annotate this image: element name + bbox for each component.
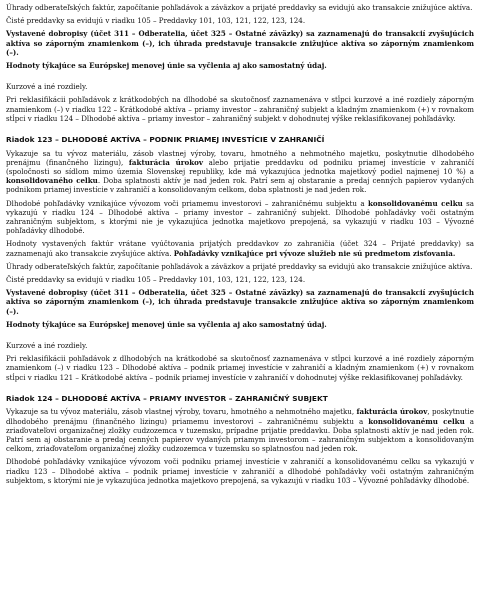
text-run: Úhrady odberateľských faktúr, započítanie pohľadávok a záväzkov a prijaté preddavky sa evidujú ako transakcie znižujúce aktíva. [6, 3, 473, 12]
paragraph [6, 407, 474, 453]
text-run: konsolidovaného celku [6, 176, 98, 186]
paragraph [6, 262, 474, 271]
paragraph [6, 275, 474, 284]
paragraph [6, 82, 474, 91]
text-run: Vykazuje sa tu vývoz materiálu, zásob vlastnej výroby, tovaru, hmotného a nehmotného majetku, [6, 407, 357, 417]
paragraph [6, 288, 474, 316]
paragraph [6, 457, 474, 485]
text-run: Hodnoty vystavených faktúr vrátane vyúčtovania prijatých preddavkov zo zahraničia (účet 324 – Prijaté preddavky) sa zaznamenajú ako transakcie zvyšujúce aktíva. [6, 239, 474, 258]
paragraph [6, 199, 474, 236]
text-run: Dlhodobé pohľadávky vznikajúce vývozom voči priamemu investorovi – zahraničnému subjektu a [6, 198, 368, 208]
text-run: Riadok 124 – DLHODOBÉ AKTÍVA – PRIAMY INVESTOR – ZAHRANIČNÝ SUBJEKT [6, 393, 328, 403]
section-heading [6, 394, 474, 404]
paragraph [6, 95, 474, 123]
text-run: , poskytnutie dlhodobého prenájmu (finančného lizingu) priamemu investorovi – zahraničnému subjektu a [6, 407, 475, 426]
section-heading [6, 135, 474, 145]
text-run: Kurzové a iné rozdiely. [6, 82, 88, 92]
text-run: konsolidovanému celku [368, 416, 465, 426]
text-run: Riadok 123 – DLHODOBÉ AKTÍVA – PODNIK PRIAMEJ INVESTÍCIE V ZAHRANIČÍ [6, 135, 325, 145]
paragraph [6, 61, 474, 70]
text-run: Vystavené dobropisy (účet 311 – Odberatelia, účet 325 – Ostatné záväzky) sa zaznamenajú do transakcií zvyšujúcich aktíva so záporným znamienkom (–), ich úhrada predstavuje transakcie znižujúce aktíva so záporným znamienkom (–). [6, 29, 474, 57]
paragraph [6, 341, 474, 350]
text-run: Vystavené dobropisy (účet 311 – Odberatelia, účet 325 – Ostatné záväzky) sa zaznamenajú do transakcií zvyšujúcich aktíva so záporným znamienkom (–), ich úhrada predstavuje transakcie znižujúce aktíva so záporným znamienkom (–). [6, 288, 474, 316]
text-run: fakturácia úrokov [128, 157, 204, 167]
text-run: a zriaďovateľovi organizačnej zložky cudzozemca v tuzemsku, prípadne prijatie preddavku. Doba splatnosti aktív je nad jeden rok. Patrí sem aj obstaranie a predaj cenných papierov vydaných priamym investorom – zahraničným subjektom a konsolidovaným celkom, zriaďovateľom organizačnej zložky cudzozemca v tuzemsku so splatnosťou nad jeden rok. [6, 416, 475, 454]
paragraph [6, 3, 474, 12]
paragraph [6, 354, 474, 382]
text-run: Pri reklasifikácii pohľadávok z krátkodobých na dlhodobé sa skutočnosť zaznamenáva v stĺpci kurzové a iné rozdiely záporným znamienkom (–) v riadku 122 – Krátkodobé aktíva – priamy investor – zahraničný subjekt a kladným znamienkom (+) v rovnakom stĺpci v riadku 124 – Dlhodobé aktíva – priamy investor – zahraničný subjekt v dohodnutej výške reklasifikovanej pohľadávky. [6, 95, 474, 123]
text-run: Čisté preddavky sa evidujú v riadku 105 – Preddavky 101, 103, 121, 122, 123, 124. [6, 274, 306, 284]
text-run: Úhrady odberateľských faktúr, započítanie pohľadávok a záväzkov a prijaté preddavky sa evidujú ako transakcie znižujúce aktíva. [6, 261, 473, 271]
paragraph [6, 320, 474, 329]
text-run: Pri reklasifikácii pohľadávok z dlhodobých na krátkodobé sa skutočnosť zaznamenáva v stĺpci kurzové a iné rozdiely záporným znamienkom (–) v riadku 123 – Dlhodobé aktíva – podnik priamej investície v zahraničí a kladným znamienkom (+) v rovnakom stĺpci v riadku 121 – Krátkodobé aktíva – podnik priamej investície v zahraničí v dohodnutej výške reklasifikovanej pohľadávky. [6, 354, 474, 382]
paragraph [6, 239, 474, 257]
paragraph [6, 29, 474, 57]
text-run: alebo prijatie preddavku od podniku priamej investície v zahraničí (spoločnosti so sídlom mimo územia Slovenskej republiky, kde má vykazujúca jednotka majetkový podiel najmenej 10 %) a [6, 157, 474, 176]
text-run: Pohľadávky vznikajúce pri vývoze služieb nie sú predmetom zisťovania. [173, 248, 456, 258]
text-run: sa vykazujú v riadku 124 – Dlhodobé aktíva – priamy investor – zahraničný subjekt. Dlhodobé pohľadávky voči ostatným zahraničným subjektom, s ktorými nie je vykazujúca jednotka majetkovo prepojená, sa vykazujú v riadku 103 – Vývozné pohľadávky dlhodobé. [6, 198, 475, 236]
paragraph [6, 16, 474, 25]
text-run: Hodnoty týkajúce sa Európskej menovej únie sa vyčlenia aj ako samostatný údaj. [6, 61, 327, 71]
text-run: Kurzové a iné rozdiely. [6, 340, 88, 350]
text-run: konsolidovanému celku [367, 198, 463, 208]
text-run: . Doba splatnosti aktív je nad jeden rok. Patrí sem aj obstaranie a predaj cenných papierov vydaných podnikom priamej investície v zahraničí a konsolidovaným celkom, doba splatnosti je nad jeden rok. [6, 176, 474, 195]
text-run: Hodnoty týkajúce sa Európskej menovej únie sa vyčlenia aj ako samostatný údaj. [6, 319, 327, 329]
text-run: Vykazuje sa tu vývoz materiálu, zásob vlastnej výroby, tovaru, hmotného a nehmotného majetku, poskytnutie dlhodobého prenájmu (finančného lizingu), [6, 148, 474, 167]
paragraph [6, 149, 474, 195]
text-run: Čisté preddavky sa evidujú v riadku 105 – Preddavky 101, 103, 121, 122, 123, 124. [6, 16, 306, 26]
text-run: Dlhodobé pohľadávky vznikajúce vývozom voči podniku priamej investície v zahraničí a konsolidovanému celku sa vykazujú v riadku 123 – Dlhodobé aktíva – podnik priamej investície v zahraničí a dlhodobé pohľadávky voči ostatným zahraničným subjektom, s ktorými nie je vykazujúca jednotka majetkovo prepojená, sa vykazujú v riadku 103 – Vývozné pohľadávky dlhodobé. [6, 457, 474, 485]
text-run: fakturácia úrokov [356, 407, 428, 417]
